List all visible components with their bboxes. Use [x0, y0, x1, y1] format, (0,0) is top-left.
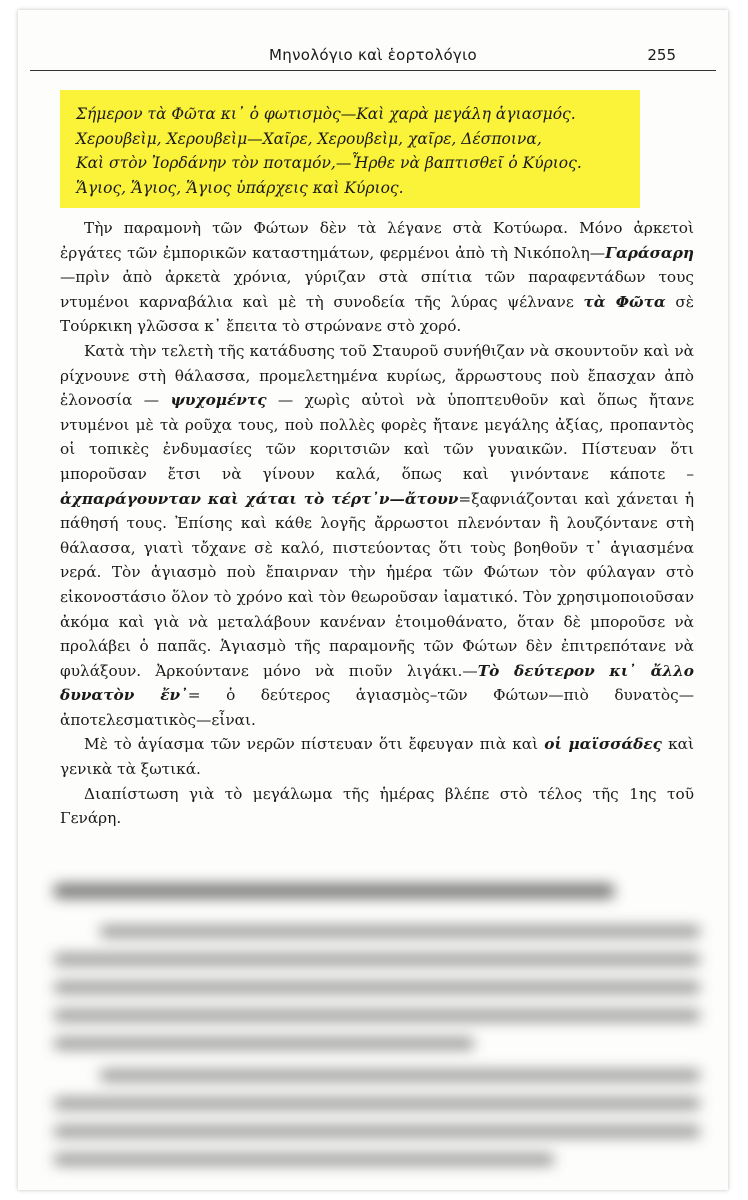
verse-line: Χερουβεὶμ, Χερουβεὶμ—Χαῖρε, Χερουβεὶμ, χαῖρε, Δέσποινα,	[76, 129, 542, 148]
verse-line: Σήμερον τὰ Φῶτα κι᾽ ὁ φωτισμὸς—Καὶ χαρὰ μεγάλη ἁγιασμός.	[76, 105, 576, 123]
paragraph	[60, 732, 694, 781]
emphasis: Γαράσαρη	[605, 243, 694, 262]
text-run: Τὴν παραμονὴ τῶν Φώτων δὲν τὰ λέγανε στὰ Κοτύωρα. Μόνο ἀρκετοὶ ἐργάτες τῶν ἐμπορικῶν καταστημάτων, φερμένοι ἀπὸ τὴ Νικόπολη—	[60, 219, 694, 262]
text-run: — χωρὶς αὐτοὶ νὰ ὑποπτευθοῦν καὶ ὅπως ἤτανε ντυμένοι μὲ τὰ ροῦχα τους, ποὺ πολλὲς φορὲς ἤτανε μεγάλης ἀξίας, προπαντὸς οἱ τοπικὲς ἐνδυμασίες τῶν κοριτσιῶν καὶ τῶν γυναικῶν. Πίστευαν ὅτι μποροῦσαν ἔτσι νὰ γίνουν καλά, ὅπως καὶ γινόντανε κάποτε –	[60, 391, 694, 483]
verse-line: Καὶ στὸν Ἰορδάνην τὸν ποταμόν,—Ἦρθε νὰ βαπτισθεῖ ὁ Κύριος.	[76, 154, 582, 172]
paragraph	[60, 339, 694, 733]
verse-line: Ἅγιος, Ἅγιος, Ἅγιος ὑπάρχεις καὶ Κύριος.	[76, 178, 404, 197]
emphasis: ἀχπαράγουνταν καὶ χάται τὸ τέρτ᾽ν—ἄτουν	[60, 489, 459, 508]
page-header	[30, 42, 716, 71]
highlighted-verse	[60, 90, 640, 208]
paragraph	[60, 216, 694, 339]
emphasis: τὰ Φῶτα	[583, 292, 666, 311]
text-run: Κατὰ τὴν τελετὴ τῆς κατάδυσης τοῦ Σταυροῦ συνήθιζαν νὰ σκουντοῦν καὶ νὰ ρίχνουνε στὴ θάλασσα, προμελετημένα κυρίως, ἄρρωστους ποὺ ἔπασχαν ἀπὸ ἑλονοσία —	[60, 341, 694, 410]
running-head: Μηνολόγιο καὶ ἑορτολόγιο	[269, 46, 477, 64]
text-run: σὲ Τούρκικη γλῶσσα κ᾽ ἔπειτα τὸ στρώνανε στὸ χορό.	[60, 292, 695, 336]
book-page	[18, 10, 728, 1190]
text-run: —πρὶν ἀπὸ ἀρκετὰ χρόνια, γύριζαν στὰ σπίτια τῶν παραφεντάδων τους ντυμένοι καρναβάλια καὶ μὲ τὴ συνοδεία τῆς λύρας ψέλνανε	[60, 268, 694, 311]
emphasis: Τὸ δεύτερον κι᾽ ἄλλο δυνατὸν ἔν᾽	[60, 661, 695, 705]
blurred-region	[40, 870, 720, 1190]
body-text	[60, 216, 694, 831]
text-run: καὶ γενικὰ τὰ ξωτικά.	[60, 735, 694, 779]
paragraph: Διαπίστωση γιὰ τὸ μεγάλωμα τῆς ἡμέρας βλέπε στὸ τέλος τῆς 1ης τοῦ Γενάρη.	[60, 784, 694, 828]
emphasis: οἱ μαϊσσάδες	[544, 735, 662, 754]
emphasis: ψυχομέντς	[170, 391, 267, 410]
page-number: 255	[647, 46, 676, 64]
text-run: Μὲ τὸ ἁγίασμα τῶν νερῶν πίστευαν ὅτι ἔφευγαν πιὰ καὶ	[84, 735, 545, 754]
text-run: = ὁ δεύτερος ἁγιασμὸς–τῶν Φώτων—πιὸ δυνατὸς—ἀποτελεσματικὸς—εἶναι.	[60, 686, 694, 729]
text-run: =ξαφνιάζονται καὶ χάνεται ἡ πάθησή τους. Ἐπίσης καὶ κάθε λογῆς ἄρρωστοι πλενόνταν ἢ λουζόντανε στὴ θάλασσα, γιατὶ τὄχανε σὲ καλό, πιστεύοντας ὅτι τοὺς βοηθοῦν τ᾽ ἁγιασμένα νερά. Τὸν ἁγιασμὸ ποὺ ἔπαιρναν τὴν ἡμέρα τῶν Φώτων τὸν φύλαγαν στὸ εἰκονοστάσιο ὅλον τὸ χρόνο καὶ τὸν θεωροῦσαν ἰαματικό. Τὸν χρησιμοποιοῦσαν ἀκόμα καὶ γιὰ νὰ μεταλάβουν κανέναν ἑτοιμοθάνατο, ὅταν δὲ μποροῦσε νὰ προλάβει ὁ παπᾶς. Ἁγιασμὸ τῆς παραμονῆς τῶν Φώτων δὲν ἐπιτρεπότανε νὰ φυλάξουν. Ἀρκούντανε μόνο νὰ πιοῦν λιγάκι.—	[60, 489, 694, 680]
